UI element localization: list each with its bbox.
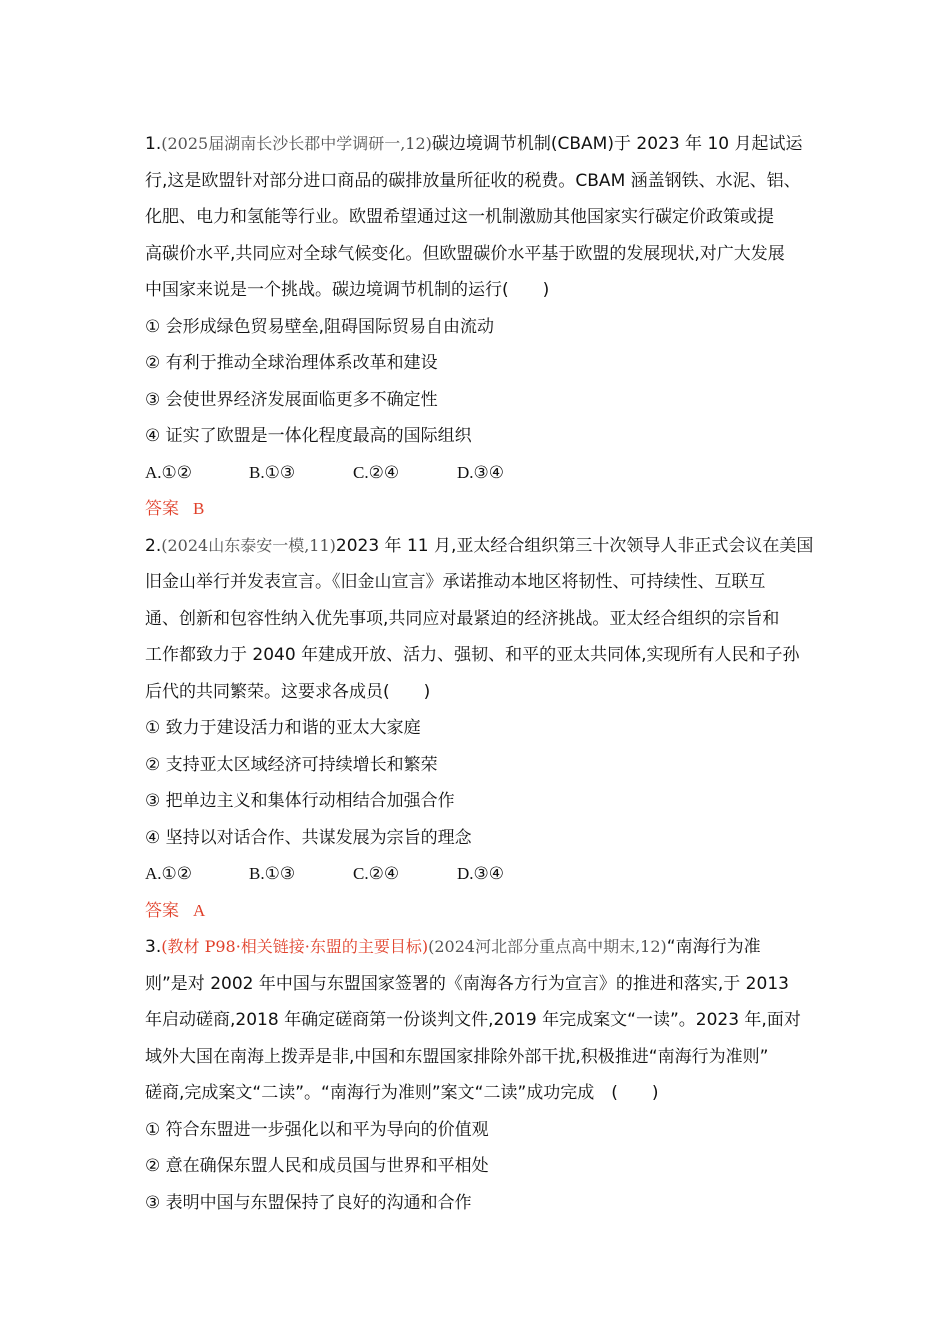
option-c: C.②④ (353, 462, 400, 482)
textbook-reference: (教材 P98·相关链接·东盟的主要目标) (161, 937, 429, 956)
question-1 (145, 126, 817, 528)
statement-item: ③ 表明中国与东盟保持了良好的沟通和合作 (145, 1192, 472, 1213)
question-1-first-line (145, 126, 817, 163)
statement-item: ② 有利于推动全球治理体系改革和建设 (145, 353, 438, 373)
stem-line: 则”是对 2002 年中国与东盟国家签署的《南海各方行为宣言》的推进和落实,于 2013 (145, 973, 789, 994)
question-source: (2024河北部分重点高中期末,12) (428, 937, 667, 956)
option-b: B.①③ (249, 864, 296, 883)
stem-line: “南海行为准 (666, 937, 761, 957)
stem-line: 高碳价水平,共同应对全球气候变化。但欧盟碳价水平基于欧盟的发展现状,对广大发展 (145, 243, 785, 264)
answer-options (145, 455, 817, 492)
statement-item: ② 意在确保东盟人民和成员国与世界和平相处 (145, 1156, 489, 1176)
statement-item: ③ 把单边主义和集体行动相结合加强合作 (145, 791, 455, 811)
question-number: 1. (145, 134, 162, 154)
statement-item: ① 会形成绿色贸易壁垒,阻碍国际贸易自由流动 (145, 316, 495, 337)
option-b: B.①③ (249, 462, 296, 482)
answer-label: 答案 (145, 900, 179, 921)
option-d: D.③④ (457, 864, 505, 883)
answer-value: A (193, 900, 206, 920)
question-number: 2. (145, 535, 162, 556)
answer-label: 答案 (145, 499, 179, 519)
question-2 (145, 528, 817, 930)
stem-line: 2023 年 11 月,亚太经合组织第三十次领导人非正式会议在美国 (335, 535, 814, 556)
statement-item: ④ 坚持以对话合作、共谋发展为宗旨的理念 (145, 827, 472, 848)
stem-line: 后代的共同繁荣。这要求各成员( ) (145, 681, 431, 702)
answer-line (145, 491, 817, 528)
statement-item: ③ 会使世界经济发展面临更多不确定性 (145, 389, 438, 410)
question-source: (2024山东泰安一模,11) (161, 535, 336, 555)
stem-line: 行,这是欧盟针对部分进口商品的碳排放量所征收的税费。CBAM 涵盖钢铁、水泥、铝、 (145, 170, 801, 191)
stem-line: 化肥、电力和氢能等行业。欧盟希望通过这一机制激励其他国家实行碳定价政策或提 (145, 207, 774, 227)
stem-line: 磋商,完成案文“二读”。“南海行为准则”案文“二读”成功完成 ( ) (145, 1083, 659, 1103)
document-page (145, 126, 817, 1221)
stem-line: 工作都致力于 2040 年建成开放、活力、强韧、和平的亚太共同体,实现所有人民和子孙 (145, 645, 800, 665)
stem-line: 旧金山举行并发表宣言。《旧金山宣言》承诺推动本地区将韧性、可持续性、互联互 (145, 572, 766, 592)
stem-line: 年启动磋商,2018 年确定磋商第一份谈判文件,2019 年完成案文“一读”。2023 年,面对 (145, 1010, 801, 1030)
option-a: A.①② (145, 864, 193, 883)
question-3-first-line (145, 929, 817, 966)
answer-line (145, 893, 817, 930)
question-3 (145, 929, 817, 1221)
statement-item: ④ 证实了欧盟是一体化程度最高的国际组织 (145, 426, 472, 446)
answer-value: B (193, 499, 205, 518)
statement-item: ① 符合东盟进一步强化以和平为导向的价值观 (145, 1119, 489, 1140)
statement-item: ② 支持亚太区域经济可持续增长和繁荣 (145, 754, 438, 775)
answer-options (145, 856, 817, 893)
option-c: C.②④ (353, 864, 400, 883)
statement-item: ① 致力于建设活力和谐的亚太大家庭 (145, 718, 421, 738)
stem-line: 域外大国在南海上拨弄是非,中国和东盟国家排除外部干扰,积极推进“南海行为准则” (145, 1046, 769, 1067)
question-source: (2025届湖南长沙长郡中学调研一,12) (161, 134, 432, 153)
question-2-first-line (145, 528, 817, 565)
stem-line: 碳边境调节机制(CBAM)于 2023 年 10 月起试运 (431, 134, 803, 154)
option-d: D.③④ (457, 462, 505, 482)
stem-line: 中国家来说是一个挑战。碳边境调节机制的运行( ) (145, 280, 550, 300)
stem-line: 通、创新和包容性纳入优先事项,共同应对最紧迫的经济挑战。亚太经合组织的宗旨和 (145, 608, 780, 629)
option-a: A.①② (145, 462, 193, 482)
question-number: 3. (145, 937, 162, 957)
